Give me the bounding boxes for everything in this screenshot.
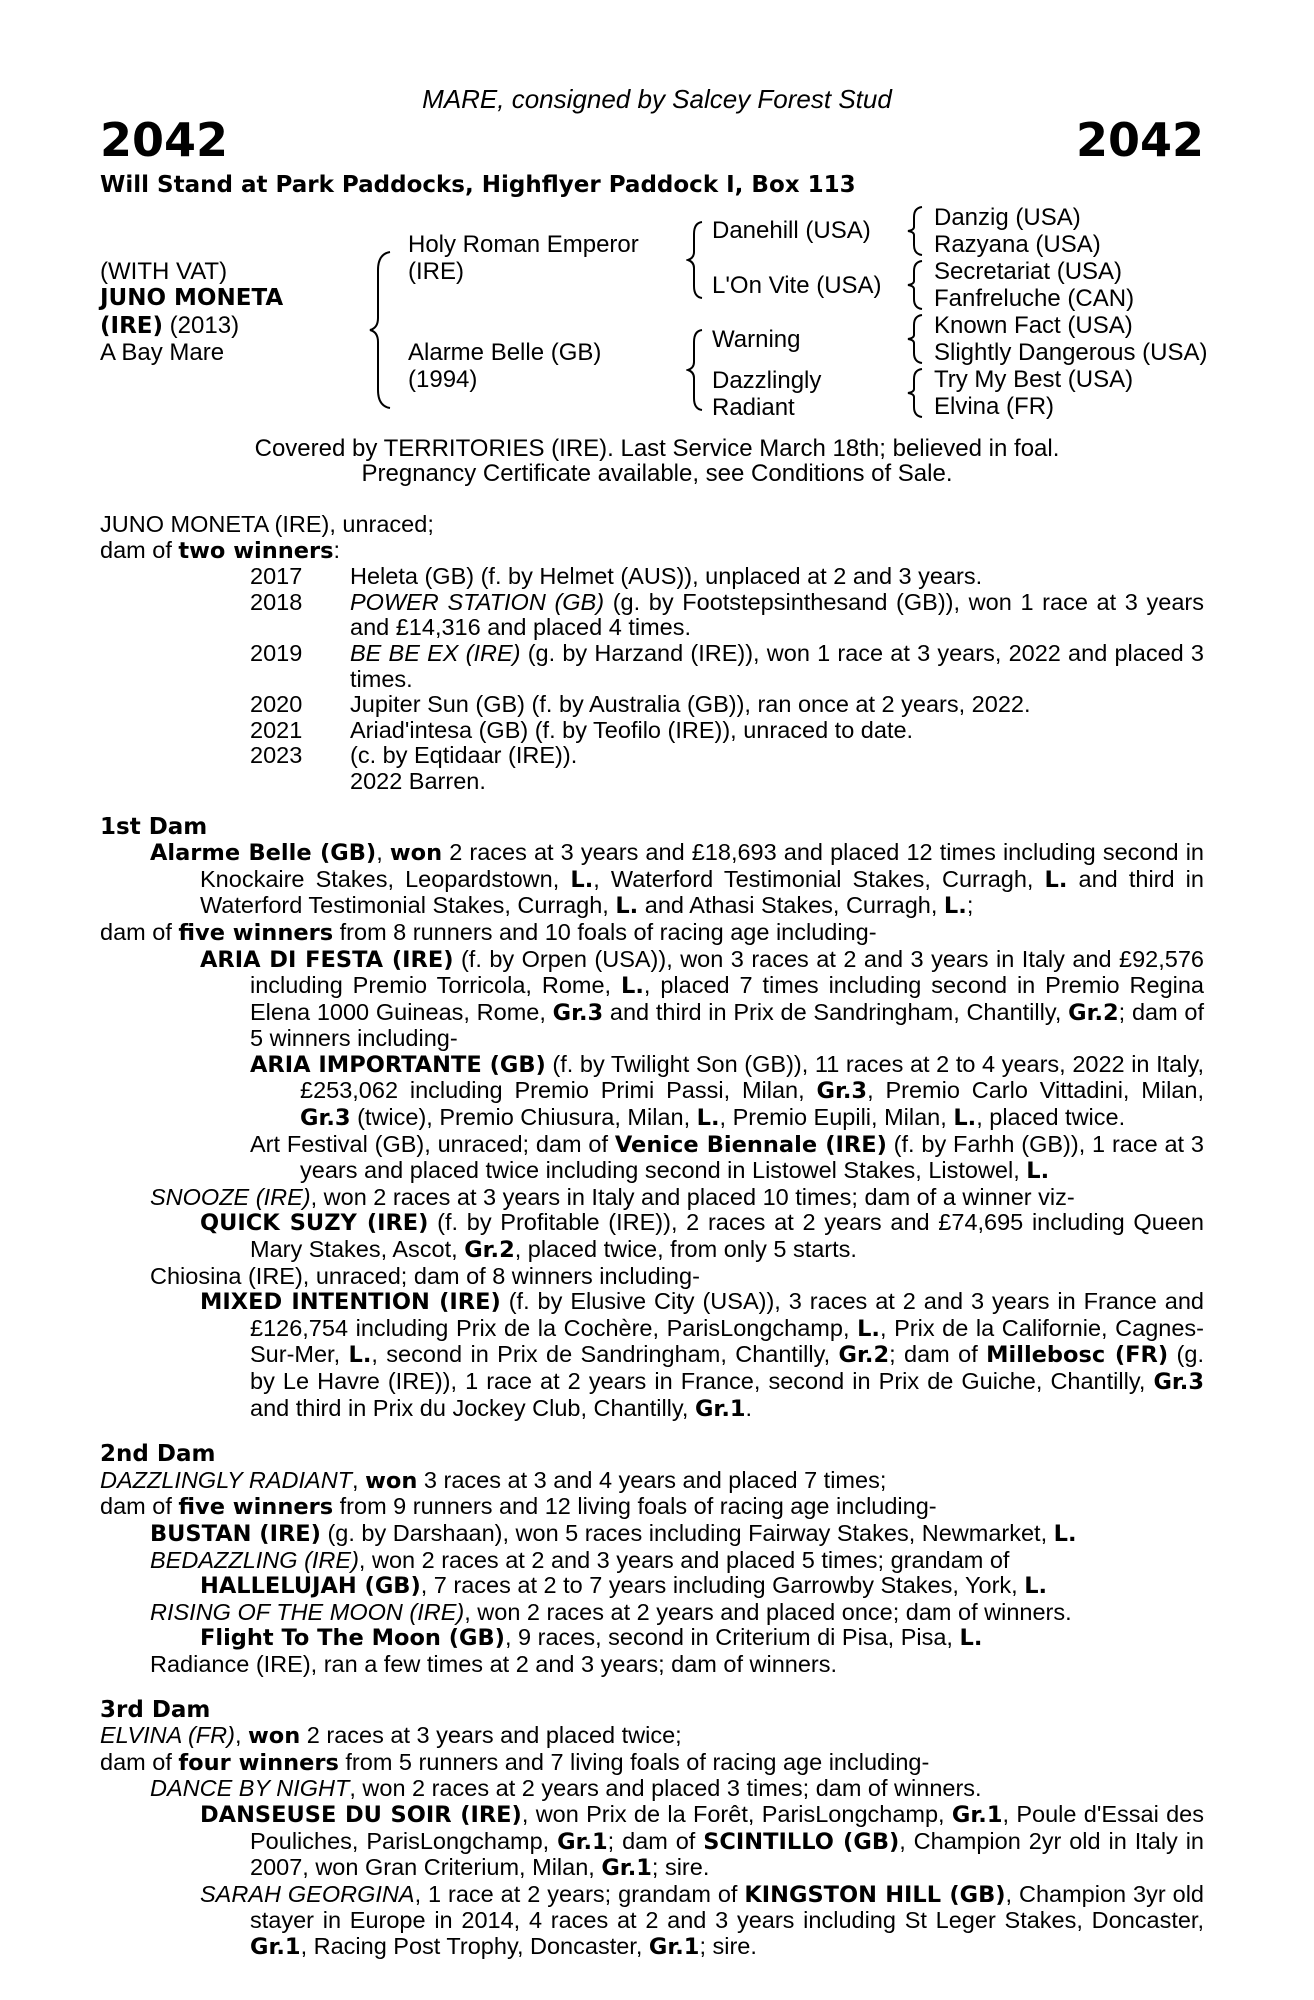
stand-location: Will Stand at Park Paddocks, Highflyer Paddock I, Box 113 xyxy=(100,172,856,198)
pedigree-sds: Secretariat (USA) xyxy=(934,258,1123,285)
third-dam-record: ELVINA (FR), won 2 races at 3 years and placed twice; xyxy=(100,1722,682,1750)
pedigree-sire-cont: (IRE) xyxy=(408,258,464,285)
pedigree-brace-sd xyxy=(906,259,926,311)
pedigree-dsd: Slightly Dangerous (USA) xyxy=(934,339,1208,366)
produce-row: 2021 Ariad'intesa (GB) (f. by Teofilo (IRE)), unraced to date. xyxy=(250,716,914,743)
produce-row: 2018 POWER STATION (GB) (g. by Footstepsinthesand (GB)), won 1 race at 3 years and £14,316 and placed 4 times. xyxy=(250,588,1204,641)
third-dam-heading: 3rd Dam xyxy=(100,1696,211,1723)
art-festival: Art Festival (GB), unraced; dam of Venice Biennale (IRE) (f. by Farhh (GB)), 1 race at 3 years and placed twice including second in Listowel Stakes, Listowel, L. xyxy=(250,1130,1204,1185)
pedigree-dam-sire: Warning xyxy=(712,326,801,353)
hallelujah: HALLELUJAH (GB), 7 races at 2 to 7 years including Garrowby Stakes, York, L. xyxy=(200,1572,1048,1600)
sarah-georgina: SARAH GEORGINA, 1 race at 2 years; grandam of KINGSTON HILL (GB), Champion 3yr old stayer in Europe in 2014, 4 races at 2 and 3 years including St Leger Stakes, Doncaster, Gr.1, Racing Post Trophy, Doncaster, Gr.1; sire. xyxy=(200,1880,1204,1960)
pedigree-ddd: Elvina (FR) xyxy=(934,393,1055,420)
second-dam-produce: dam of five winners from 9 runners and 12 living foals of racing age including- xyxy=(100,1493,937,1521)
radiance: Radiance (IRE), ran a few times at 2 and 3 years; dam of winners. xyxy=(150,1650,838,1677)
pedigree-sire: Holy Roman Emperor xyxy=(408,231,639,258)
horse-origin-year: (IRE) (2013) xyxy=(100,312,240,339)
first-dam-heading: 1st Dam xyxy=(100,813,208,840)
pedigree-brace-ds xyxy=(906,313,926,365)
snooze: SNOOZE (IRE), won 2 races at 3 years in Italy and placed 10 times; dam of a winner viz- xyxy=(150,1183,1075,1210)
catalogue-body xyxy=(100,512,1204,1960)
pedigree-dam-dam: Dazzlingly xyxy=(712,367,822,394)
pedigree-brace-ss xyxy=(906,205,926,257)
produce-row: 2023 (c. by Eqtidaar (IRE)). xyxy=(250,742,578,769)
second-dam-heading: 2nd Dam xyxy=(100,1441,216,1468)
first-dam-produce: dam of five winners from 8 runners and 10 foals of racing age including- xyxy=(100,918,877,946)
produce-row: 2017 Heleta (GB) (f. by Helmet (AUS)), unplaced at 2 and 3 years. xyxy=(250,563,983,590)
pedigree-brace-dam xyxy=(686,328,706,412)
mixed-intention: MIXED INTENTION (IRE) (f. by Elusive City (USA)), 3 races at 2 and 3 years in France and £126,754 including Prix de la Cochère, ParisLongchamp, L., Prix de la Californie, Cagnes-Sur-Mer, L., second in Prix de Sandringham, Chantilly, Gr.2; dam of Millebosc (FR) (g. by Le Havre (IRE)), 1 race at 2 years in France, second in Prix de Guiche, Chantilly, Gr.3 and third in Prix du Jockey Club, Chantilly, Gr.1. xyxy=(200,1288,1204,1422)
pedigree-sire-dam: L'On Vite (USA) xyxy=(712,272,882,299)
pedigree-dam: Alarme Belle (GB) xyxy=(408,339,602,366)
pedigree-dss: Known Fact (USA) xyxy=(934,312,1133,339)
flight-to-the-moon: Flight To The Moon (GB), 9 races, second in Criterium di Pisa, Pisa, L. xyxy=(200,1624,983,1652)
lot-number-left: 2042 xyxy=(100,113,229,167)
bedazzling: BEDAZZLING (IRE), won 2 races at 2 and 3 years and placed 5 times; grandam of xyxy=(150,1546,1010,1573)
pedigree-brace-main xyxy=(368,250,398,410)
second-dam-record: DAZZLINGLY RADIANT, won 3 races at 3 and 4 years and placed 7 times; xyxy=(100,1466,887,1494)
pedigree-dam-dam-cont: Radiant xyxy=(712,394,795,421)
consigned-by: MARE, consigned by Salcey Forest Stud xyxy=(422,84,892,114)
produce-intro: JUNO MONETA (IRE), unraced; xyxy=(100,511,434,537)
produce-dam-of: dam of two winners: xyxy=(100,536,341,564)
third-dam-produce: dam of four winners from 5 runners and 7 living foals of racing age including- xyxy=(100,1748,930,1776)
pedigree-brace-dd xyxy=(906,367,926,419)
quick-suzy: QUICK SUZY (IRE) (f. by Profitable (IRE)), 2 races at 2 years and £74,695 including Queen Mary Stakes, Ascot, Gr.2, placed twice, from only 5 starts. xyxy=(200,1209,1204,1264)
produce-row: 2019 BE BE EX (IRE) (g. by Harzand (IRE)), won 1 race at 3 years, 2022 and placed 3 times. xyxy=(250,639,1204,692)
danseuse-du-soir: DANSEUSE DU SOIR (IRE), won Prix de la Forêt, ParisLongchamp, Gr.1, Poule d'Essai des Pouliches, ParisLongchamp, Gr.1; dam of SCINTILLO (GB), Champion 2yr old in Italy in 2007, won Gran Criterium, Milan, Gr.1; sire. xyxy=(200,1800,1204,1882)
produce-row: 2020 Jupiter Sun (GB) (f. by Australia (GB)), ran once at 2 years, 2022. xyxy=(250,691,1031,718)
produce-list xyxy=(100,564,1204,794)
aria-importante: ARIA IMPORTANTE (GB) (f. by Twilight Son (GB)), 11 races at 2 to 4 years, 2022 in Italy, £253,062 including Premio Primi Passi, Milan, Gr.3, Premio Carlo Vittadini, Milan, Gr.3 (twice), Premio Chiusura, Milan, L., Premio Eupili, Milan, L., placed twice. xyxy=(250,1050,1204,1132)
pedigree-dds: Try My Best (USA) xyxy=(934,366,1134,393)
horse-description: A Bay Mare xyxy=(100,339,225,366)
lot-number-right: 2042 xyxy=(1075,113,1204,167)
pedigree-ssd: Razyana (USA) xyxy=(934,231,1101,258)
pedigree-dam-cont: (1994) xyxy=(408,366,478,393)
pedigree-sss: Danzig (USA) xyxy=(934,204,1081,231)
vat-note: (WITH VAT) xyxy=(100,258,228,285)
pedigree-brace-sire xyxy=(686,220,706,300)
horse-name: JUNO MONETA xyxy=(100,285,284,311)
bustan: BUSTAN (IRE) (g. by Darshaan), won 5 races including Fairway Stakes, Newmarket, L. xyxy=(150,1519,1077,1547)
produce-barren: 2022 Barren. xyxy=(350,767,486,794)
chiosina: Chiosina (IRE), unraced; dam of 8 winners including- xyxy=(150,1262,700,1289)
dance-by-night: DANCE BY NIGHT, won 2 races at 2 years and placed 3 times; dam of winners. xyxy=(150,1775,982,1802)
covered-line-1: Covered by TERRITORIES (IRE). Last Service March 18th; believed in foal. xyxy=(254,435,1060,462)
covered-line-2: Pregnancy Certificate available, see Conditions of Sale. xyxy=(361,460,953,487)
first-dam-record: Alarme Belle (GB), won 2 races at 3 years and £18,693 and placed 12 times including second in Knockaire Stakes, Leopardstown, L., Waterford Testimonial Stakes, Curragh, L. and third in Waterford Testimonial Stakes, Curragh, L. and Athasi Stakes, Curragh, L.; xyxy=(150,839,1204,920)
aria-di-festa: ARIA DI FESTA (IRE) (f. by Orpen (USA)), won 3 races at 2 and 3 years in Italy and £92,576 including Premio Torricola, Rome, L., placed 7 times including second in Premio Regina Elena 1000 Guineas, Rome, Gr.3 and third in Prix de Sandringham, Chantilly, Gr.2; dam of 5 winners including- xyxy=(200,945,1205,1052)
rising-of-the-moon: RISING OF THE MOON (IRE), won 2 races at 2 years and placed once; dam of winners. xyxy=(150,1598,1072,1625)
pedigree-sdd: Fanfreluche (CAN) xyxy=(934,285,1135,312)
pedigree-sire-sire: Danehill (USA) xyxy=(712,217,871,244)
